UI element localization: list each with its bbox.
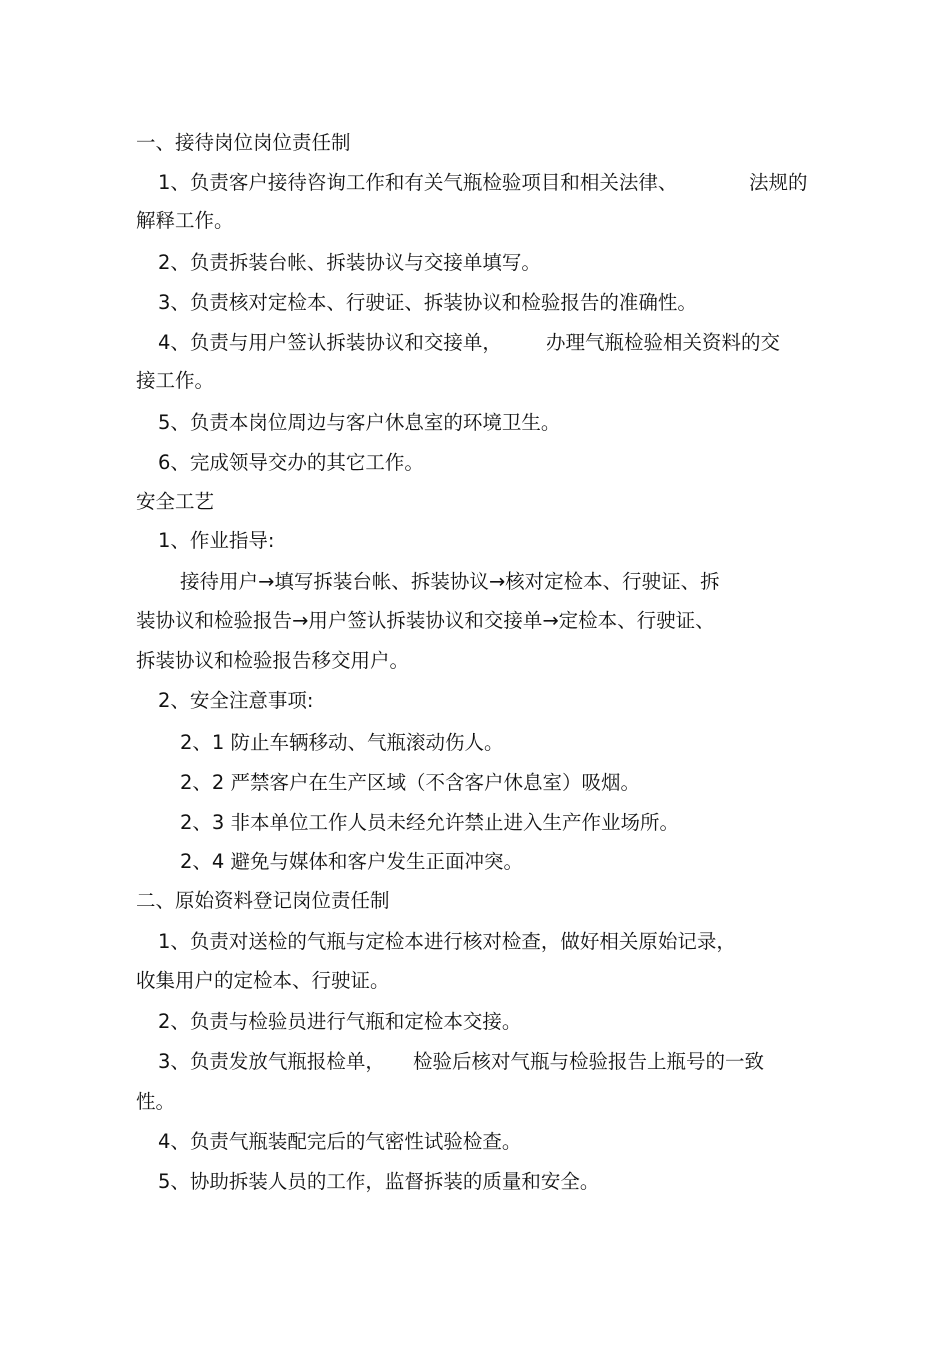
section2-heading: 二、原始资料登记岗位责任制: [136, 889, 390, 912]
safety-guide-line2: 装协议和检验报告→用户签认拆装协议和交接单→定检本、行驶证、: [136, 609, 715, 632]
safety-guide-title: 1、作业指导:: [158, 529, 275, 552]
safety-heading: 安全工艺: [136, 490, 215, 513]
section2-item1-line2: 收集用户的定检本、行驶证。: [136, 969, 390, 992]
section2-item2: 2、负责与检验员进行气瓶和定检本交接。: [158, 1010, 522, 1033]
section1-item2: 2、负责拆装台帐、拆装协议与交接单填写。: [158, 251, 541, 274]
safety-guide-line3: 拆装协议和检验报告移交用户。: [136, 649, 410, 672]
section1-item4-line1: 4、负责与用户签认拆装协议和交接单，: [158, 331, 502, 354]
safety-note-4: 2、4 避免与媒体和客户发生正面冲突。: [180, 850, 524, 873]
section1-item1-line1-tail: 法规的: [749, 171, 808, 194]
section1-item4-line1-tail: 办理气瓶检验相关资料的交: [546, 331, 781, 354]
safety-notes-title: 2、安全注意事项:: [158, 689, 314, 712]
section1-item3: 3、负责核对定检本、行驶证、拆装协议和检验报告的准确性。: [158, 291, 697, 314]
safety-note-3: 2、3 非本单位工作人员未经允许禁止进入生产作业场所。: [180, 811, 680, 834]
safety-note-1: 2、1 防止车辆移动、气瓶滚动伤人。: [180, 731, 504, 754]
safety-note-2: 2、2 严禁客户在生产区域（不含客户休息室）吸烟。: [180, 771, 641, 794]
section1-item1-line1: 1、负责客户接待咨询工作和有关气瓶检验项目和相关法律、: [158, 171, 678, 194]
section1-heading: 一、接待岗位岗位责任制: [136, 131, 351, 154]
section2-item3-line1-tail: 检验后核对气瓶与检验报告上瓶号的一致: [413, 1050, 765, 1073]
section2-item3-line1: 3、负责发放气瓶报检单，: [158, 1050, 385, 1073]
section2-item1-line1: 1、负责对送检的气瓶与定检本进行核对检查，做好相关原始记录，: [158, 930, 736, 953]
section1-item5: 5、负责本岗位周边与客户休息室的环境卫生。: [158, 411, 561, 434]
section2-item4: 4、负责气瓶装配完后的气密性试验检查。: [158, 1130, 522, 1153]
section2-item3-line2: 性。: [136, 1090, 176, 1113]
section2-item5: 5、协助拆装人员的工作，监督拆装的质量和安全。: [158, 1170, 600, 1193]
section1-item6: 6、完成领导交办的其它工作。: [158, 451, 424, 474]
safety-guide-line1: 接待用户→填写拆装台帐、拆装协议→核对定检本、行驶证、拆: [180, 570, 720, 593]
section1-item4-line2: 接工作。: [136, 369, 215, 392]
section1-item1-line2: 解释工作。: [136, 209, 234, 232]
